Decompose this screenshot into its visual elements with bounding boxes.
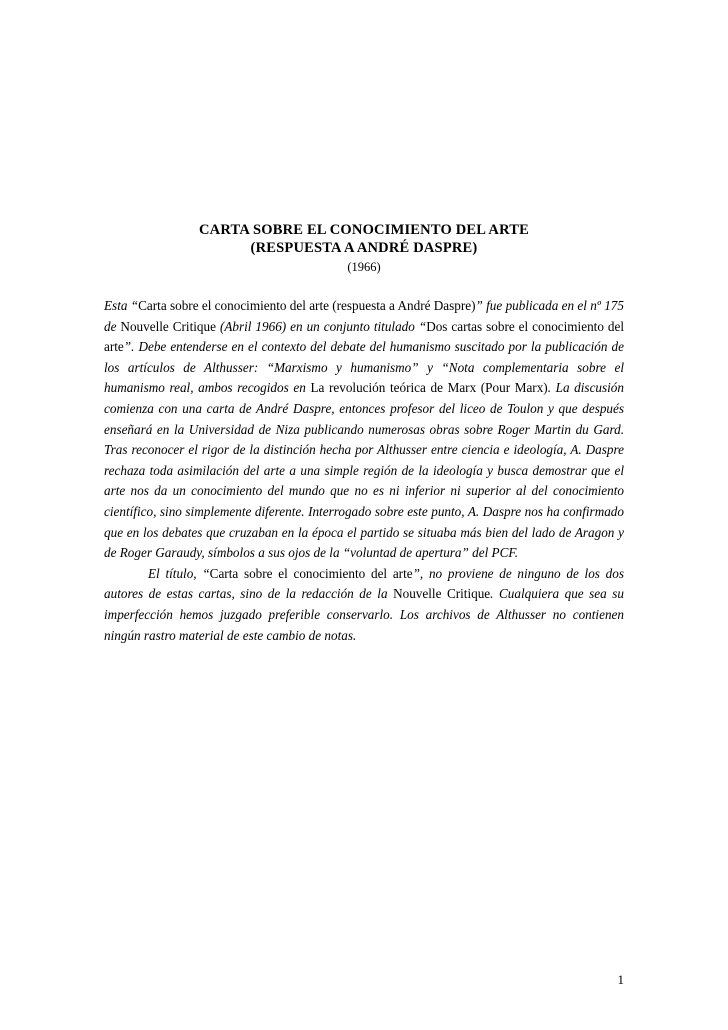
text-run: . La discusión comienza con una carta de André Daspre, entonces profesor del liceo de Toulon y que después enseñará en la Universidad de Niza publicando numerosas obras sobre Roger Martin du Gard. Tras reconocer el rigor de la distinción hecha por Althusser entre ciencia e ideología, A. Daspre rechaza toda asimilación del arte a una simple región de la ideología y busca demostrar que el arte nos da un conocimiento del mundo que no es ni inferior ni superior al del conocimiento científico, sino simplemente diferente. Interrogado sobre este punto, A. Daspre nos ha confirmado que en los debates que cruzaban en la época el partido se situaba más bien del lado de Aragon y de Roger Garaudy, símbolos a sus ojos de la “voluntad de apertura” del PCF. [104, 380, 624, 561]
text-run: ” fue publicada en el nº 175 de [104, 298, 624, 334]
paragraph-intro [104, 296, 624, 564]
document-subtitle: (RESPUESTA A ANDRÉ DASPRE) [250, 240, 478, 256]
text-run: Nouvelle Critique [120, 318, 220, 334]
body-text [104, 296, 624, 646]
document-title: CARTA SOBRE EL CONOCIMIENTO DEL ARTE [199, 222, 529, 238]
text-run: (Abril 1966) en un conjunto titulado “ [219, 318, 427, 334]
text-run: Carta sobre el conocimiento del arte (respuesta a André Daspre) [138, 298, 476, 313]
text-run: Dos cartas sobre el conocimiento del arte [104, 318, 625, 355]
text-run: La revolución teórica de Marx (Pour Marx) [310, 380, 548, 396]
text-run: Carta sobre el conocimiento del arte [209, 565, 413, 581]
text-run: El título, “ [148, 565, 210, 581]
title-block [104, 221, 624, 276]
text-run: Nouvelle Critique [393, 586, 491, 602]
paragraph-title-note [104, 564, 624, 646]
text-run: “ [130, 298, 139, 313]
document-year: (1966) [347, 260, 381, 274]
text-run: ”, no proviene de ninguno de los dos autores de estas cartas, sino de la redacción de la [104, 565, 624, 602]
text-run: Esta [104, 298, 131, 313]
text-run: . Cualquiera que sea su imperfección hemos juzgado preferible conservarlo. Los archivos de Althusser no contienen ningún rastro material de este cambio de notas. [104, 586, 625, 643]
text-run: ”. Debe entenderse en el contexto del debate del humanismo suscitado por la publicación de los artículos de Althusser: “Marxismo y humanismo” y “Nota complementaria sobre el humanismo real, ambos recogidos en [104, 339, 624, 396]
page-number: 1 [617, 972, 624, 987]
